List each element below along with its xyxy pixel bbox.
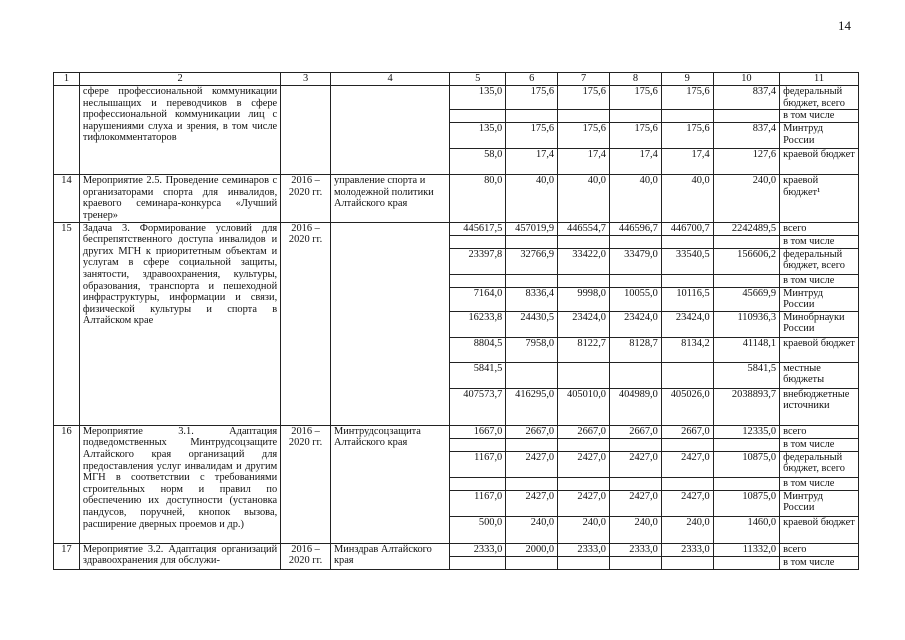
funding-source: всего bbox=[780, 222, 859, 235]
table-row bbox=[54, 175, 859, 222]
total-value: 127,6 bbox=[713, 149, 779, 175]
year-value bbox=[506, 477, 558, 490]
total-value: 10875,0 bbox=[713, 451, 779, 477]
year-value: 16233,8 bbox=[450, 311, 506, 337]
year-value bbox=[558, 235, 610, 248]
total-value bbox=[713, 556, 779, 569]
year-value bbox=[609, 477, 661, 490]
implementation-period: 2016 – 2020 гг. bbox=[281, 222, 331, 425]
year-value: 2667,0 bbox=[609, 425, 661, 438]
year-value: 8804,5 bbox=[450, 337, 506, 362]
year-value: 24430,5 bbox=[506, 311, 558, 337]
funding-source: краевой бюджет bbox=[780, 337, 859, 362]
executor bbox=[330, 86, 449, 175]
total-value bbox=[713, 235, 779, 248]
year-value: 1667,0 bbox=[450, 425, 506, 438]
year-value bbox=[558, 556, 610, 569]
total-value: 837,4 bbox=[713, 123, 779, 149]
year-value: 175,6 bbox=[661, 86, 713, 110]
column-number: 11 bbox=[780, 73, 859, 86]
year-value: 23424,0 bbox=[558, 311, 610, 337]
year-value: 1167,0 bbox=[450, 490, 506, 516]
year-value: 2333,0 bbox=[558, 543, 610, 556]
year-value: 407573,7 bbox=[450, 388, 506, 425]
year-value bbox=[450, 110, 506, 123]
column-number: 2 bbox=[79, 73, 280, 86]
year-value: 2333,0 bbox=[450, 543, 506, 556]
funding-source: в том числе bbox=[780, 556, 859, 569]
year-value: 175,6 bbox=[506, 123, 558, 149]
year-value: 23397,8 bbox=[450, 248, 506, 274]
year-value: 8128,7 bbox=[609, 337, 661, 362]
year-value: 405010,0 bbox=[558, 388, 610, 425]
year-value bbox=[450, 274, 506, 287]
year-value: 2667,0 bbox=[661, 425, 713, 438]
column-number: 1 bbox=[54, 73, 80, 86]
column-number: 5 bbox=[450, 73, 506, 86]
year-value: 10055,0 bbox=[609, 287, 661, 311]
row-number bbox=[54, 86, 80, 175]
year-value: 23424,0 bbox=[661, 311, 713, 337]
funding-source: краевой бюджет bbox=[780, 516, 859, 543]
funding-source: Минобрнауки России bbox=[780, 311, 859, 337]
implementation-period: 2016 – 2020 гг. bbox=[281, 543, 331, 569]
year-value: 240,0 bbox=[661, 516, 713, 543]
year-value: 135,0 bbox=[450, 86, 506, 110]
funding-source: в том числе bbox=[780, 477, 859, 490]
year-value: 2427,0 bbox=[558, 451, 610, 477]
year-value: 40,0 bbox=[506, 175, 558, 222]
year-value: 2667,0 bbox=[558, 425, 610, 438]
row-number: 17 bbox=[54, 543, 80, 569]
column-number: 7 bbox=[558, 73, 610, 86]
year-value bbox=[661, 477, 713, 490]
funding-source: федеральный бюджет, всего bbox=[780, 86, 859, 110]
executor: управление спорта и молодежной политики Алтайского края bbox=[330, 175, 449, 222]
row-number: 16 bbox=[54, 425, 80, 543]
total-value: 10875,0 bbox=[713, 490, 779, 516]
funding-source: краевой бюджет bbox=[780, 149, 859, 175]
column-number-header bbox=[54, 73, 859, 86]
column-number: 10 bbox=[713, 73, 779, 86]
year-value bbox=[661, 556, 713, 569]
total-value: 110936,3 bbox=[713, 311, 779, 337]
total-value: 12335,0 bbox=[713, 425, 779, 438]
year-value: 445617,5 bbox=[450, 222, 506, 235]
year-value: 5841,5 bbox=[450, 362, 506, 388]
year-value bbox=[609, 362, 661, 388]
year-value bbox=[558, 477, 610, 490]
column-number: 6 bbox=[506, 73, 558, 86]
table-row bbox=[54, 86, 859, 110]
year-value: 175,6 bbox=[506, 86, 558, 110]
year-value: 135,0 bbox=[450, 123, 506, 149]
year-value: 40,0 bbox=[609, 175, 661, 222]
year-value: 240,0 bbox=[609, 516, 661, 543]
year-value: 8336,4 bbox=[506, 287, 558, 311]
year-value bbox=[661, 362, 713, 388]
year-value: 500,0 bbox=[450, 516, 506, 543]
funding-source: федеральный бюджет, всего bbox=[780, 248, 859, 274]
year-value: 2333,0 bbox=[661, 543, 713, 556]
table-row bbox=[54, 425, 859, 438]
activity-name: Мероприятие 2.5. Проведение семинаров с организаторами спорта для инвалидов, краевого семинара-конкурса «Лучший тренер» bbox=[79, 175, 280, 222]
year-value: 9998,0 bbox=[558, 287, 610, 311]
year-value: 7958,0 bbox=[506, 337, 558, 362]
year-value: 175,6 bbox=[661, 123, 713, 149]
funding-source: в том числе bbox=[780, 438, 859, 451]
total-value: 240,0 bbox=[713, 175, 779, 222]
year-value: 240,0 bbox=[558, 516, 610, 543]
year-value: 2667,0 bbox=[506, 425, 558, 438]
column-number: 8 bbox=[609, 73, 661, 86]
year-value: 175,6 bbox=[558, 86, 610, 110]
year-value bbox=[609, 438, 661, 451]
year-value: 2427,0 bbox=[506, 451, 558, 477]
year-value bbox=[609, 556, 661, 569]
year-value: 2427,0 bbox=[661, 451, 713, 477]
total-value: 11332,0 bbox=[713, 543, 779, 556]
year-value bbox=[450, 438, 506, 451]
year-value: 7164,0 bbox=[450, 287, 506, 311]
column-number: 9 bbox=[661, 73, 713, 86]
executor: Минздрав Алтайского края bbox=[330, 543, 449, 569]
year-value bbox=[558, 274, 610, 287]
year-value bbox=[558, 362, 610, 388]
year-value: 175,6 bbox=[558, 123, 610, 149]
total-value: 2038893,7 bbox=[713, 388, 779, 425]
year-value bbox=[609, 235, 661, 248]
funding-source: всего bbox=[780, 543, 859, 556]
funding-source: краевой бюджет¹ bbox=[780, 175, 859, 222]
year-value: 446700,7 bbox=[661, 222, 713, 235]
funding-source: федеральный бюджет, всего bbox=[780, 451, 859, 477]
program-activities-table bbox=[53, 72, 859, 570]
year-value: 404989,0 bbox=[609, 388, 661, 425]
year-value bbox=[506, 235, 558, 248]
year-value: 40,0 bbox=[558, 175, 610, 222]
total-value bbox=[713, 110, 779, 123]
funding-source: в том числе bbox=[780, 274, 859, 287]
table-row bbox=[54, 222, 859, 235]
total-value: 156606,2 bbox=[713, 248, 779, 274]
year-value bbox=[450, 477, 506, 490]
total-value: 837,4 bbox=[713, 86, 779, 110]
executor: Минтрудсоцзащита Алтайского края bbox=[330, 425, 449, 543]
year-value: 23424,0 bbox=[609, 311, 661, 337]
year-value: 2427,0 bbox=[558, 490, 610, 516]
funding-source: внебюджетные источники bbox=[780, 388, 859, 425]
year-value: 33479,0 bbox=[609, 248, 661, 274]
total-value bbox=[713, 274, 779, 287]
year-value bbox=[609, 274, 661, 287]
year-value: 8122,7 bbox=[558, 337, 610, 362]
year-value bbox=[558, 110, 610, 123]
page-number: 14 bbox=[838, 18, 851, 33]
total-value bbox=[713, 477, 779, 490]
year-value bbox=[661, 438, 713, 451]
year-value: 446596,7 bbox=[609, 222, 661, 235]
year-value: 405026,0 bbox=[661, 388, 713, 425]
year-value: 10116,5 bbox=[661, 287, 713, 311]
year-value bbox=[506, 110, 558, 123]
year-value bbox=[609, 110, 661, 123]
row-number: 14 bbox=[54, 175, 80, 222]
year-value: 416295,0 bbox=[506, 388, 558, 425]
activity-name: Задача 3. Формирование условий для беспрепятственного доступа инвалидов и других МГН к приоритетным объектам и услугам в сфере социальной защиты, занятости, здравоохранения, культуры, образования, транспорта и пешеходной инфраструктуры, информации и связи, физической культуры и спорта в Алтайском крае bbox=[79, 222, 280, 425]
year-value: 457019,9 bbox=[506, 222, 558, 235]
year-value: 446554,7 bbox=[558, 222, 610, 235]
funding-source: Минтруд России bbox=[780, 123, 859, 149]
year-value bbox=[450, 235, 506, 248]
funding-source: местные бюджеты bbox=[780, 362, 859, 388]
total-value: 2242489,5 bbox=[713, 222, 779, 235]
year-value: 32766,9 bbox=[506, 248, 558, 274]
year-value: 1167,0 bbox=[450, 451, 506, 477]
year-value: 33422,0 bbox=[558, 248, 610, 274]
year-value: 80,0 bbox=[450, 175, 506, 222]
year-value bbox=[506, 274, 558, 287]
year-value: 2427,0 bbox=[609, 451, 661, 477]
year-value bbox=[450, 556, 506, 569]
column-number: 4 bbox=[330, 73, 449, 86]
activity-name: сфере профессиональной коммуникации неслышащих и переводчиков в сфере профессиональной коммуникации лиц с нарушениями слуха и зрения, в том числе тифлокомментаторов bbox=[79, 86, 280, 175]
year-value: 40,0 bbox=[661, 175, 713, 222]
funding-source: Минтруд России bbox=[780, 287, 859, 311]
year-value: 2333,0 bbox=[609, 543, 661, 556]
activity-name: Мероприятие 3.1. Адаптация подведомственных Минтрудсоцзащите Алтайского края организаций для предоставления услуг инвалидам и другим МГН в соответствии с требованиями строительных норм и правил по обеспечению их доступности (установка пандусов, поручней, кнопок вызова, расширение дверных проемов и др.) bbox=[79, 425, 280, 543]
total-value: 1460,0 bbox=[713, 516, 779, 543]
column-number: 3 bbox=[281, 73, 331, 86]
year-value: 2427,0 bbox=[609, 490, 661, 516]
implementation-period bbox=[281, 86, 331, 175]
total-value: 5841,5 bbox=[713, 362, 779, 388]
year-value bbox=[506, 556, 558, 569]
activity-name: Мероприятие 3.2. Адаптация организаций здравоохранения для обслужи- bbox=[79, 543, 280, 569]
year-value bbox=[661, 274, 713, 287]
year-value: 2427,0 bbox=[661, 490, 713, 516]
year-value bbox=[558, 438, 610, 451]
funding-source: в том числе bbox=[780, 235, 859, 248]
implementation-period: 2016 – 2020 гг. bbox=[281, 425, 331, 543]
year-value: 17,4 bbox=[506, 149, 558, 175]
year-value bbox=[661, 110, 713, 123]
funding-source: в том числе bbox=[780, 110, 859, 123]
year-value bbox=[661, 235, 713, 248]
table-row bbox=[54, 543, 859, 556]
year-value: 58,0 bbox=[450, 149, 506, 175]
total-value: 45669,9 bbox=[713, 287, 779, 311]
year-value: 17,4 bbox=[558, 149, 610, 175]
year-value: 2427,0 bbox=[506, 490, 558, 516]
year-value bbox=[506, 438, 558, 451]
year-value: 17,4 bbox=[661, 149, 713, 175]
funding-source: Минтруд России bbox=[780, 490, 859, 516]
implementation-period: 2016 – 2020 гг. bbox=[281, 175, 331, 222]
year-value: 175,6 bbox=[609, 123, 661, 149]
row-number: 15 bbox=[54, 222, 80, 425]
year-value: 17,4 bbox=[609, 149, 661, 175]
year-value bbox=[506, 362, 558, 388]
year-value: 33540,5 bbox=[661, 248, 713, 274]
year-value: 2000,0 bbox=[506, 543, 558, 556]
year-value: 8134,2 bbox=[661, 337, 713, 362]
executor bbox=[330, 222, 449, 425]
year-value: 175,6 bbox=[609, 86, 661, 110]
year-value: 240,0 bbox=[506, 516, 558, 543]
total-value bbox=[713, 438, 779, 451]
total-value: 41148,1 bbox=[713, 337, 779, 362]
funding-source: всего bbox=[780, 425, 859, 438]
